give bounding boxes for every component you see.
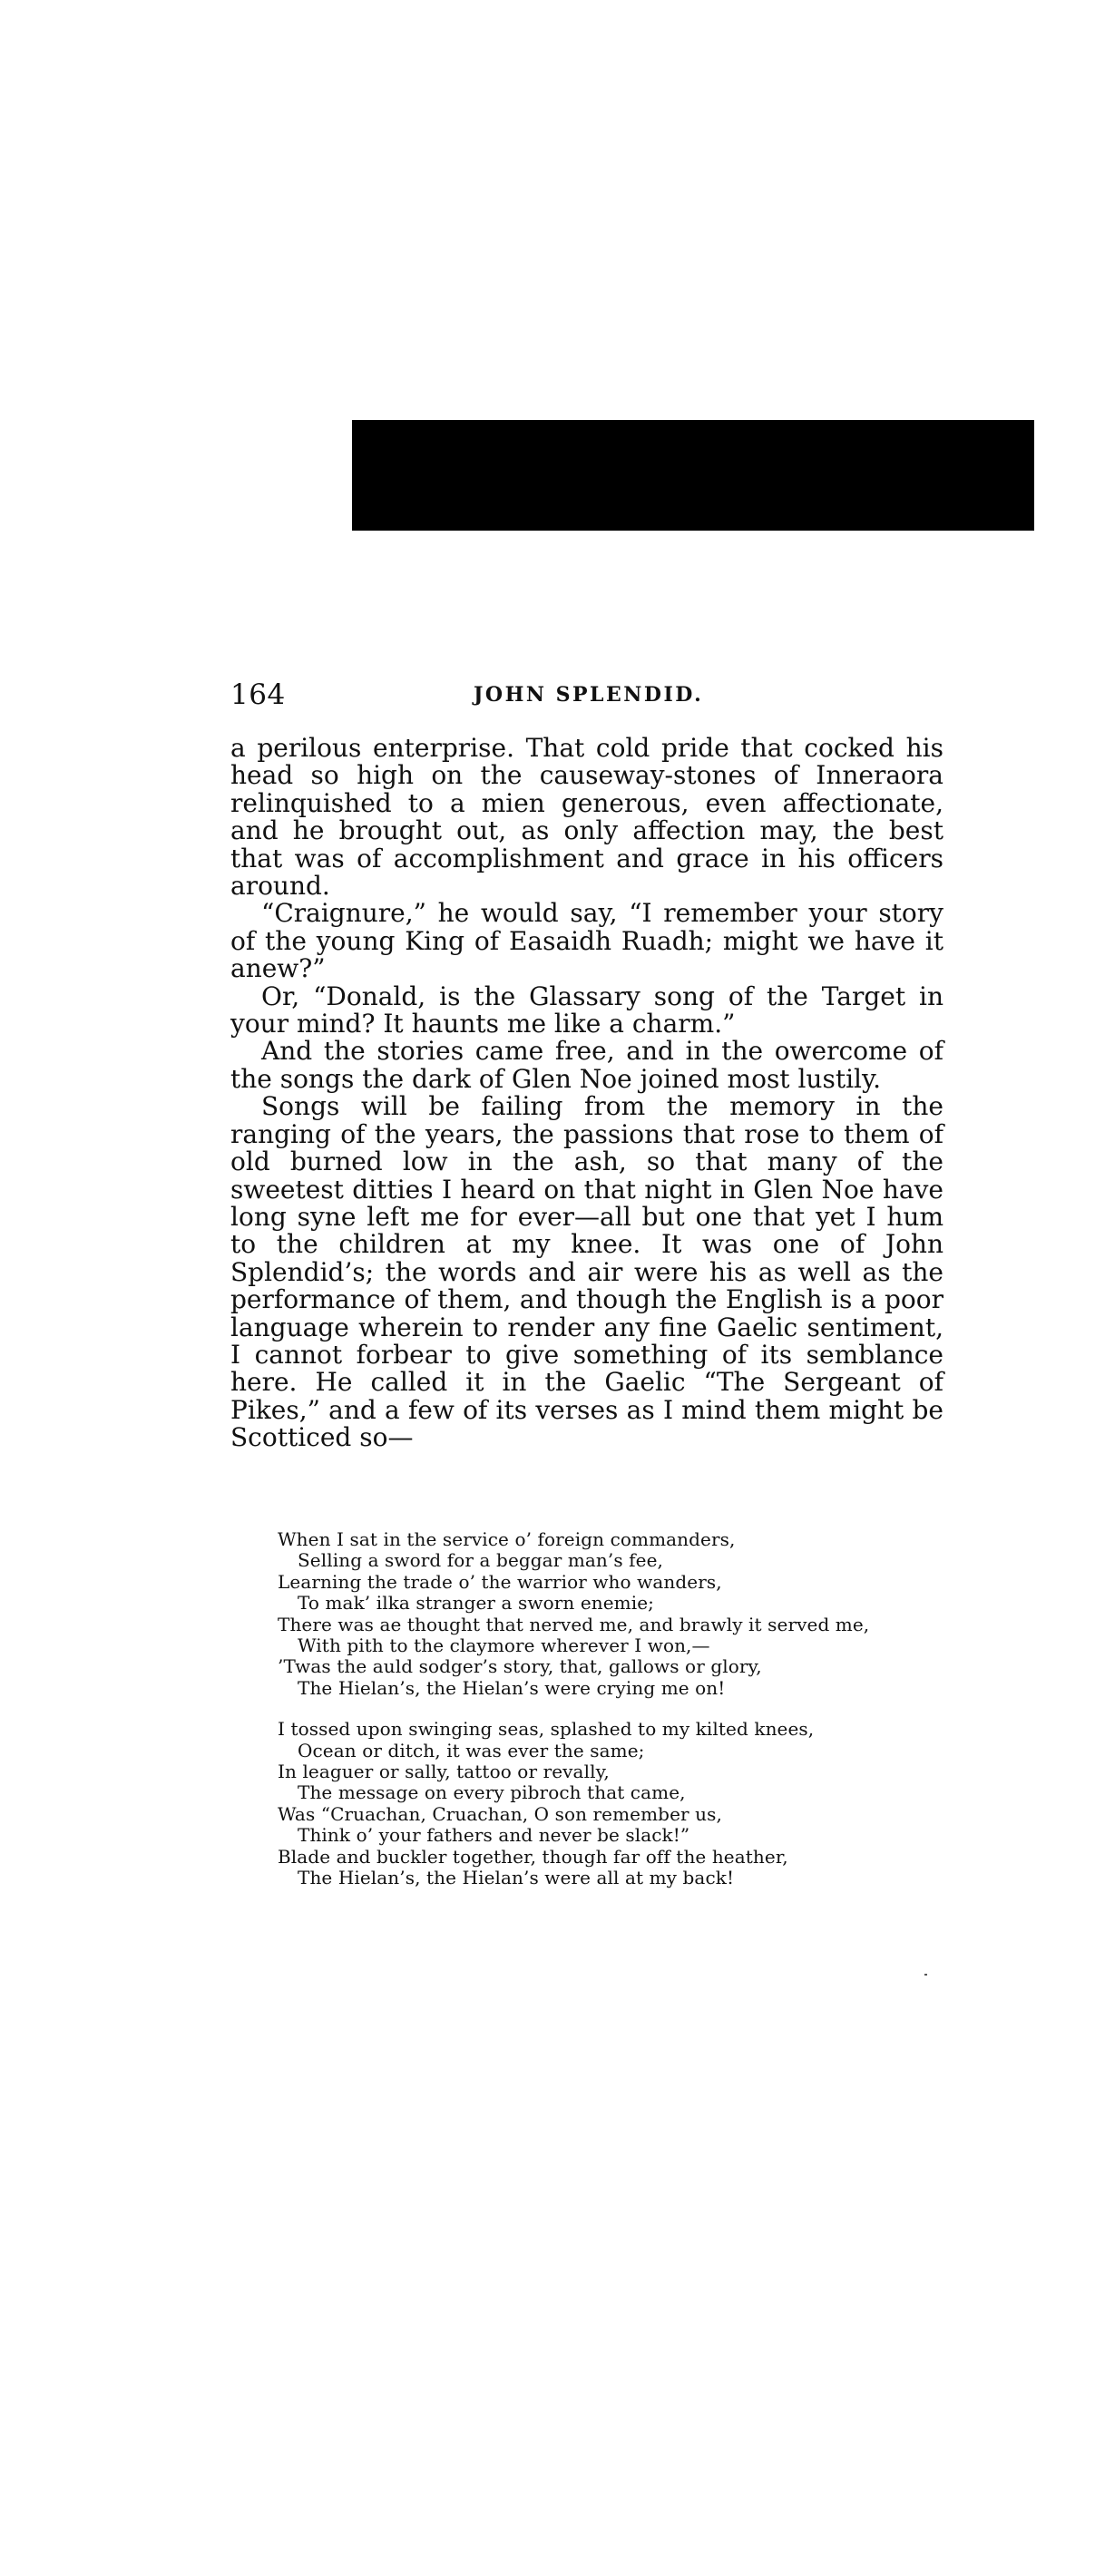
poem-line: ’Twas the auld sodger’s story, that, gallows or glory, (278, 1655, 762, 1678)
poem-line: Selling a sword for a beggar man’s fee, (298, 1549, 664, 1572)
poem-line: Was “Cruachan, Cruachan, O son remember us, (278, 1802, 722, 1825)
poem-line: With pith to the claymore wherever I won,— (298, 1634, 710, 1657)
poem-line: In leaguer or sally, tattoo or revally, (278, 1761, 610, 1783)
poem-line: When I sat in the service o’ foreign commanders, (278, 1528, 736, 1550)
paragraph: Songs will be failing from the memory in the ranging of the years, the passions that rose to them of old burned low in the ash, so that many of the sweetest ditties I heard on that night in Glen Noe have long syne left me for ever—all but one that yet I hum to the children at my knee. It was one of John Splendid’s; the words and air were his as well as the performance of them, and though the English is a poor language wherein to render any fine Gaelic sentiment, I cannot forbear to give something of its semblance here. He called it in the Gaelic “The Sergeant of Pikes,” and a few of its verses as I mind them might be Scotticed so— (230, 1091, 943, 1453)
poem (278, 1529, 967, 1889)
poem-line: Ocean or ditch, it was ever the same; (298, 1739, 645, 1761)
poem-line: The message on every pibroch that came, (298, 1781, 686, 1804)
poem-line: To mak’ ilka stranger a sworn enemie; (298, 1592, 655, 1615)
page-header (230, 677, 943, 713)
body-text (230, 735, 943, 1452)
paragraph: Or, “Donald, is the Glassary song of the Target in your mind? It haunts me like a charm.” (230, 981, 943, 1039)
poem-line: Think o’ your fathers and never be slack!” (298, 1824, 690, 1847)
poem-line: Blade and buckler together, though far off the heather, (278, 1845, 788, 1868)
poem-line: There was ae thought that nerved me, and brawly it served me, (278, 1613, 870, 1635)
poem-line: I tossed upon swinging seas, splashed to my kilted knees, (278, 1718, 815, 1741)
poem-line: The Hielan’s, the Hielan’s were crying me on! (298, 1676, 726, 1699)
margin-mark (924, 1974, 927, 1976)
paragraph: a perilous enterprise. That cold pride that cocked his head so high on the causeway-stones of Inneraora relinquished to a mien generous, even affectionate, and he brought out, as only affection may, the best that was of accomplishment and grace in his officers around. (230, 733, 943, 902)
redaction-bar (352, 420, 1034, 531)
running-head: JOHN SPLENDID. (474, 683, 704, 707)
poem-stanza (278, 1529, 967, 1699)
poem-stanza (278, 1719, 967, 1888)
page-number: 164 (230, 678, 286, 711)
poem-line: The Hielan’s, the Hielan’s were all at my back! (298, 1867, 735, 1889)
poem-line: Learning the trade o’ the warrior who wanders, (278, 1570, 722, 1593)
paragraph: And the stories came free, and in the owercome of the songs the dark of Glen Noe joined most lustily. (230, 1036, 943, 1094)
paragraph: “Craignure,” he would say, “I remember your story of the young King of Easaidh Ruadh; might we have it anew?” (230, 898, 943, 984)
